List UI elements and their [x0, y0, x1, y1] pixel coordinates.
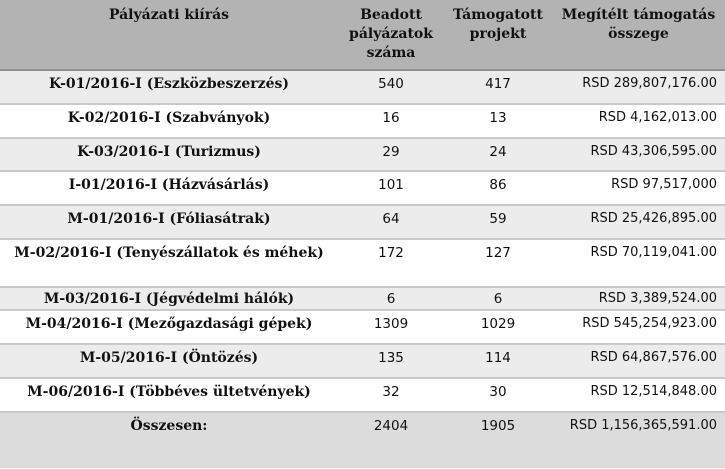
grant-amount: RSD 3,389,524.00: [552, 287, 725, 310]
supported-count: 59: [444, 205, 552, 239]
submitted-count: 16: [338, 104, 444, 138]
header-supported: Támogatott projekt: [444, 0, 552, 70]
grant-amount: RSD 4,162,013.00: [552, 104, 725, 138]
submitted-count: 6: [338, 287, 444, 310]
submitted-count: 101: [338, 171, 444, 205]
table-row: [0, 287, 725, 310]
table-row: [0, 171, 725, 205]
table-row: [0, 310, 725, 344]
supported-count: 417: [444, 70, 552, 104]
grant-amount: RSD 545,254,923.00: [552, 310, 725, 344]
total-submitted: 2404: [338, 412, 444, 468]
submitted-count: 540: [338, 70, 444, 104]
submitted-count: 29: [338, 138, 444, 171]
call-name: K-01/2016-I (Eszközbeszerzés): [0, 70, 338, 104]
call-name: M-04/2016-I (Mezőgazdasági gépek): [0, 310, 338, 344]
grant-amount: RSD 70,119,041.00: [552, 239, 725, 287]
supported-count: 1029: [444, 310, 552, 344]
table-row: [0, 378, 725, 412]
supported-count: 86: [444, 171, 552, 205]
table-row: [0, 205, 725, 239]
submitted-count: 64: [338, 205, 444, 239]
grant-amount: RSD 64,867,576.00: [552, 344, 725, 378]
supported-count: 114: [444, 344, 552, 378]
table-row: [0, 239, 725, 287]
table-header-row: [0, 0, 725, 70]
call-name: I-01/2016-I (Házvásárlás): [0, 171, 338, 205]
table-row: [0, 138, 725, 171]
grant-amount: RSD 97,517,000: [552, 171, 725, 205]
grant-amount: RSD 12,514,848.00: [552, 378, 725, 412]
total-row: [0, 412, 725, 468]
supported-count: 30: [444, 378, 552, 412]
call-name: M-06/2016-I (Többéves ültetvények): [0, 378, 338, 412]
supported-count: 13: [444, 104, 552, 138]
supported-count: 24: [444, 138, 552, 171]
header-call: Pályázati kiírás: [0, 0, 338, 70]
grant-amount: RSD 289,807,176.00: [552, 70, 725, 104]
table-row: [0, 70, 725, 104]
call-name: M-02/2016-I (Tenyészállatok és méhek): [0, 239, 338, 287]
total-supported: 1905: [444, 412, 552, 468]
call-name: K-03/2016-I (Turizmus): [0, 138, 338, 171]
total-amount: RSD 1,156,365,591.00: [552, 412, 725, 468]
supported-count: 6: [444, 287, 552, 310]
submitted-count: 1309: [338, 310, 444, 344]
submitted-count: 135: [338, 344, 444, 378]
submitted-count: 172: [338, 239, 444, 287]
supported-count: 127: [444, 239, 552, 287]
call-name: M-01/2016-I (Fóliasátrak): [0, 205, 338, 239]
submitted-count: 32: [338, 378, 444, 412]
call-name: M-03/2016-I (Jégvédelmi hálók): [0, 287, 338, 310]
call-name: K-02/2016-I (Szabványok): [0, 104, 338, 138]
grant-amount: RSD 43,306,595.00: [552, 138, 725, 171]
table-row: [0, 344, 725, 378]
header-submitted: Beadott pályázatok száma: [338, 0, 444, 70]
grant-amount: RSD 25,426,895.00: [552, 205, 725, 239]
call-name: M-05/2016-I (Öntözés): [0, 344, 338, 378]
table-row: [0, 104, 725, 138]
total-label: Összesen:: [0, 412, 338, 468]
header-amount: Megítélt támogatás összege: [552, 0, 725, 70]
